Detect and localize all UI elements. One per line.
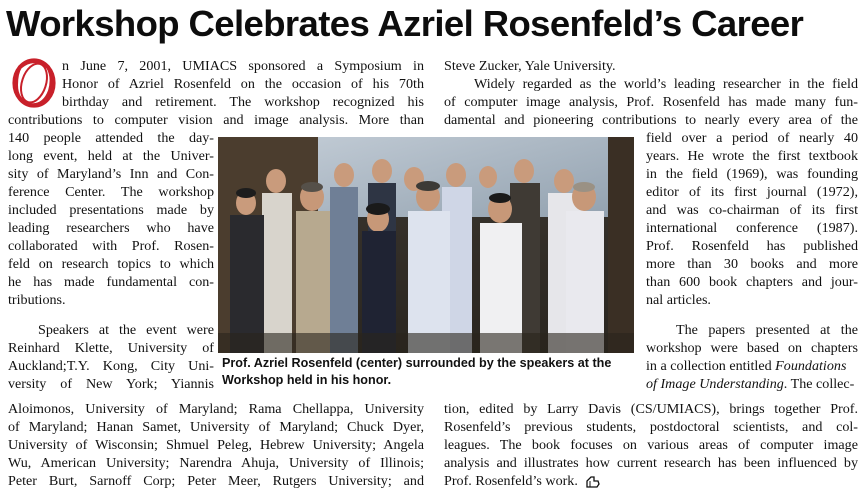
text-line: Widely regarded as the world’s leading researcher in the field [474, 76, 858, 92]
text-line: included presentations made by [8, 202, 214, 218]
text-line: tributions. [8, 292, 66, 308]
text-line: collaborated with Prof. Rosen- [8, 238, 214, 254]
text-line: more than 30 books and more [646, 256, 858, 272]
photo-caption [222, 355, 632, 389]
text-line: Auckland;T.Y. Kong, City Uni- [8, 358, 214, 374]
text-line: he has made fundamental con- [8, 274, 214, 290]
text-line [444, 472, 858, 490]
text-line: n June 7, 2001, UMIACS sponsored a Symposium in [62, 58, 424, 74]
text-line: international conference (1987). [646, 220, 858, 236]
text-line: editor of its first journal (1972), [646, 184, 858, 200]
text-line: nal articles. [646, 292, 711, 308]
text-line: Steve Zucker, Yale University. [444, 58, 616, 74]
text-line: long event, held at the Univer- [8, 148, 214, 164]
text-line: versity of New York; Yiannis [8, 376, 214, 392]
group-photo [218, 137, 634, 353]
text-line: feld on research topics to which [8, 256, 214, 272]
text-run: in a collection entitled [646, 358, 772, 374]
text-line: leading researchers who have [8, 220, 214, 236]
text-line: Peter Burt, Sarnoff Corp; Peter Meer, Rutgers University; and [8, 473, 424, 489]
text-line: Reinhard Klette, University of [8, 340, 214, 356]
text-run: . The collec- [783, 376, 855, 392]
text-line: ference Center. The workshop [8, 184, 214, 200]
text-line: years. He wrote the first textbook [646, 148, 858, 164]
text-line: Aloimonos, University of Maryland; Rama Chellappa, University [8, 401, 424, 417]
text-line: sity of Maryland’s Inn and Con- [8, 166, 214, 182]
text-line [646, 375, 858, 393]
caption-line: Workshop held in his honor. [222, 373, 392, 387]
text-line: field over a period of nearly 40 [646, 130, 858, 146]
text-line: Prof. Rosenfeld has published [646, 238, 858, 254]
caption-line: Prof. Azriel Rosenfeld (center) surrounded by the speakers at the [222, 356, 612, 370]
text-line: than 600 book chapters and jour- [646, 274, 858, 290]
book-title: of Image Understanding [646, 376, 784, 392]
book-title: Foundations [775, 358, 847, 374]
text-line: 140 people attended the day- [8, 130, 214, 146]
text-line: analysis and illustrates how current research has been influenced by [444, 455, 858, 471]
text-line: damental and pioneering contributions to nearly every area of the [444, 112, 858, 128]
text-line [646, 357, 858, 375]
text-run: Prof. Rosenfeld’s work. [444, 473, 578, 489]
text-line: leagues. The book focuses on various areas of computer image [444, 437, 858, 453]
text-line: and was co-chairman of its first [646, 202, 858, 218]
headline: Workshop Celebrates Azriel Rosenfeld’s Career [6, 3, 804, 44]
text-line: Honor of Azriel Rosenfeld on the occasion of his 70th [62, 76, 424, 92]
text-line: The papers presented at the [676, 322, 858, 338]
text-line: tion, edited by Larry Davis (CS/UMIACS), brings together Prof. [444, 401, 858, 417]
text-line: birthday and retirement. The workshop recognized his [62, 94, 424, 110]
text-line: Rosenfeld’s previous students, postdoctoral scientists, and col- [444, 419, 858, 435]
text-line: contributions to computer vision and image analysis. More than [8, 112, 424, 128]
text-line: of computer image analysis, Prof. Rosenfeld has made many fun- [444, 94, 858, 110]
text-line: Speakers at the event were [38, 322, 214, 338]
end-mark-icon [585, 475, 601, 489]
text-line: Wu, American University; Narendra Ahuja, University of Illinois; [8, 455, 424, 471]
text-line: of Maryland; Hanan Samet, University of Maryland; Chuck Dyer, [8, 419, 424, 435]
drop-cap-o [10, 57, 58, 109]
text-line: in the field (1969), was founding [646, 166, 858, 182]
text-line: University of Wisconsin; Shmuel Peleg, Hebrew University; Angela [8, 437, 424, 453]
text-line: workshop were based on chapters [646, 340, 858, 356]
group-photo-illustration [218, 137, 634, 353]
